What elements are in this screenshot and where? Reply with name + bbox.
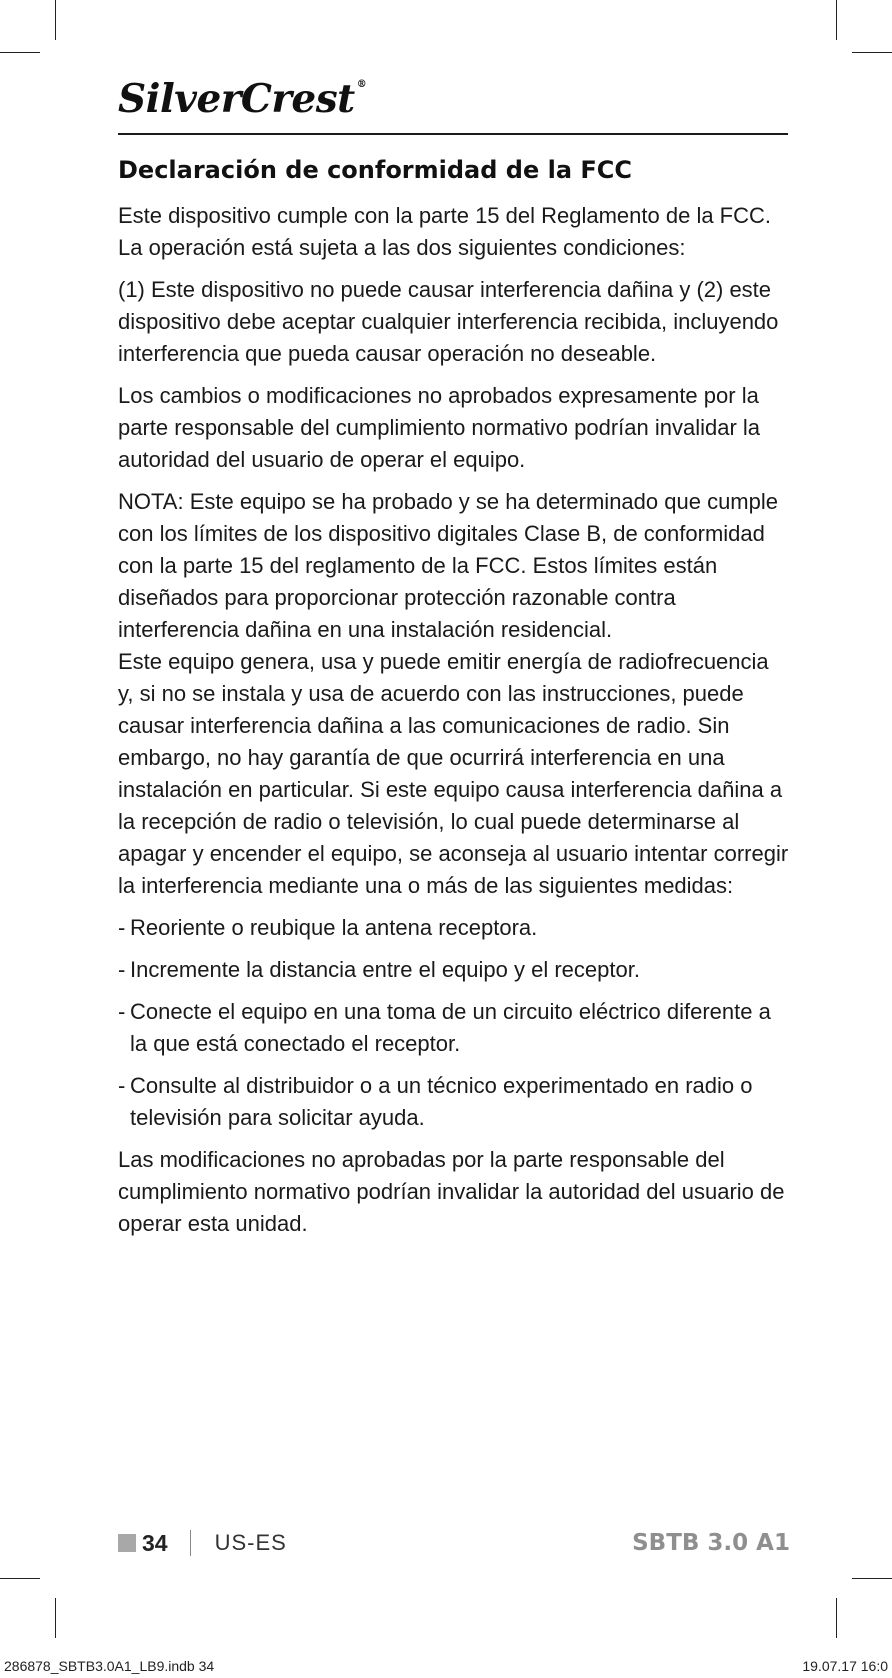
locale-code: US-ES (214, 1530, 287, 1555)
crop-mark-bottom-right-h (852, 1578, 892, 1579)
model-name: SBTB 3.0 A1 (632, 1530, 790, 1556)
brand-logo (118, 76, 367, 122)
list-item (118, 912, 790, 944)
paragraph-modifications-warning: Los cambios o modificaciones no aprobados expresamente por la parte responsable del cumplimiento normativo podrían invalidar la autoridad del usuario de operar el equipo. (118, 383, 761, 472)
list-item (118, 996, 790, 1060)
crop-mark-bottom-right (836, 1598, 837, 1638)
registered-mark: ® (356, 79, 367, 90)
list-dash: - (118, 1073, 126, 1098)
brand-name: SilverCrest (118, 76, 355, 122)
paragraph-rf-energy: Este equipo genera, usa y puede emitir energía de radiofrecuencia y, si no se instala y usa de acuerdo con las instrucciones, puede causar interferencia dañina a las comunicaciones de radio. Sin embargo, no hay garantía de que ocurrirá interferencia en una instalación en particular. Si este equipo causa interferencia dañina a la recepción de radio o televisión, lo cual puede determinarse al apagar y encender el equipo, se aconseja al usuario intentar corregir la interferencia mediante una o más de las siguientes medidas: (118, 649, 789, 898)
page-marker-square (118, 1534, 136, 1552)
fcc-declaration-section (118, 150, 790, 1250)
print-slug-file: 286878_SBTB3.0A1_LB9.indb 34 (4, 1658, 215, 1674)
crop-mark-top-right-h (852, 52, 892, 53)
measure-text: Incremente la distancia entre el equipo y el receptor. (130, 957, 640, 982)
paragraph-compliance: Este dispositivo cumple con la parte 15 del Reglamento de la FCC. La operación está sujeta a las dos siguientes condiciones: (118, 203, 772, 260)
crop-mark-top-left-h (0, 52, 40, 53)
crop-mark-bottom-left-h (0, 1578, 40, 1579)
crop-mark-top-right (836, 0, 837, 40)
header-rule (118, 133, 788, 135)
page-footer (118, 1523, 790, 1563)
list-item (118, 954, 790, 986)
crop-mark-bottom-left (55, 1598, 56, 1638)
list-dash: - (118, 999, 126, 1024)
list-dash: - (118, 915, 126, 940)
page-number: 34 (142, 1529, 168, 1556)
paragraph-conditions: (1) Este dispositivo no puede causar interferencia dañina y (2) este dispositivo debe aceptar cualquier interferencia recibida, incluyendo interferencia que pueda causar operación no deseable. (118, 277, 779, 366)
print-slug-timestamp: 19.07.17 16:0 (802, 1658, 888, 1674)
paragraph-closing: Las modificaciones no aprobadas por la parte responsable del cumplimiento normativo podrían invalidar la autoridad del usuario de operar esta unidad. (118, 1147, 785, 1236)
measure-text: Reoriente o reubique la antena receptora. (130, 915, 538, 940)
measure-text: Consulte al distribuidor o a un técnico experimentado en radio o televisión para solicitar ayuda. (130, 1073, 753, 1130)
measure-text: Conecte el equipo en una toma de un circuito eléctrico diferente a la que está conectado el receptor. (130, 999, 771, 1056)
footer-divider (190, 1530, 191, 1556)
list-dash: - (118, 957, 126, 982)
paragraph-note: NOTA: Este equipo se ha probado y se ha determinado que cumple con los límites de los dispositivo digitales Clase B, de conformidad con la parte 15 del reglamento de la FCC. Estos límites están diseñados para proporcionar protección razonable contra interferencia dañina en una instalación residencial. (118, 489, 778, 642)
list-item (118, 1070, 790, 1134)
measures-list (118, 912, 790, 1134)
section-title: Declaración de conformidad de la FCC (118, 156, 632, 184)
crop-mark-top-left (55, 0, 56, 40)
